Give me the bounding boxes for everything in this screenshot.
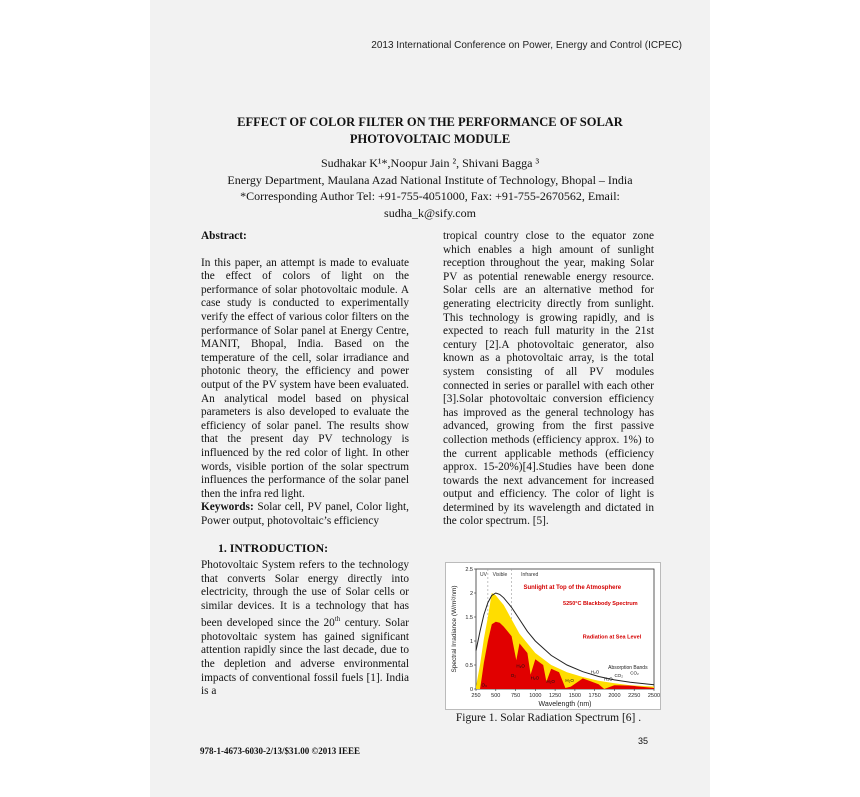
label-top-atmosphere: Sunlight at Top of the Atmosphere	[523, 585, 622, 591]
gas-absorption-label: O₂	[510, 673, 517, 678]
author-names: Sudhakar K¹*,Noopur Jain ², Shivani Bagga ³	[320, 156, 540, 170]
infrared-label: Infrared	[521, 572, 539, 578]
title-line-1: EFFECT OF COLOR FILTER ON THE PERFORMANCE OF SOLAR	[237, 115, 623, 129]
affiliation: Energy Department, Maulana Azad National Institute of Technology, Bhopal – India	[227, 172, 633, 187]
gas-absorption-label: H₂O	[590, 669, 600, 675]
conference-header: 2013 International Conference on Power, Energy and Control (ICPEC)	[371, 40, 682, 51]
right-column	[443, 230, 654, 529]
y-tick-label: 0	[469, 687, 473, 693]
x-tick-label: 1750	[588, 693, 601, 699]
x-tick-label: 2500	[647, 693, 660, 699]
gas-absorption-label: CO₂	[614, 673, 623, 678]
x-tick-label: 1500	[568, 693, 582, 699]
y-tick-label: 1	[469, 639, 473, 645]
gas-absorption-label: H₂O	[565, 677, 574, 683]
isbn-footer: 978-1-4673-6030-2/13/$31.00 ©2013 IEEE	[200, 746, 360, 756]
corresponding-author: *Corresponding Author Tel: +91-755-4051000, Fax: +91-755-2670562, Email:	[240, 189, 620, 203]
gas-absorption-label: CO₂	[630, 670, 639, 676]
introduction-heading: 1. INTRODUCTION:	[218, 541, 329, 556]
visible-label: Visible	[492, 572, 508, 578]
label-sea-level: Radiation at Sea Level	[582, 634, 642, 641]
x-tick-label: 1000	[529, 693, 542, 699]
y-tick-label: 1.5	[465, 615, 473, 621]
abstract-body: In this paper, an attempt is made to evaluate the effect of colors of light on the performance of solar photovoltaic module. A case study is conducted to experimentally verify the effect of various color filters on the performance of Solar panel at Energy Centre, MANIT, Bhopal, India. Based on the temperature of the cell, solar irradiance and photonic theory, the efficiency and power output of the PV system have been evaluated. An analytical model based on physical parameters is also developed to evaluate the efficiency of solar panel. The results show that the present day PV technology is influenced by the red color of light. In other words, visible portion of the solar spectrum influences the performance of the solar panel then the infra red light.	[201, 256, 409, 500]
y-axis-title: Spectral Irradiance (W/m²/nm)	[451, 585, 458, 673]
x-tick-label: 2250	[628, 693, 641, 699]
solar-spectrum-figure	[445, 562, 661, 710]
introduction-body	[201, 559, 409, 699]
y-tick-label: 2	[469, 591, 473, 597]
page-number: 35	[638, 736, 649, 746]
spectrum-chart	[446, 563, 660, 709]
paper-title	[200, 114, 660, 148]
gas-absorption-label: O₃	[481, 682, 487, 688]
gas-absorption-label: H₂O	[530, 675, 540, 681]
title-line-2: PHOTOVOLTAIC MODULE	[349, 132, 511, 146]
email: sudha_k@sify.com	[384, 205, 476, 220]
x-tick-label: 2000	[608, 693, 621, 699]
x-tick-label: 500	[491, 693, 501, 699]
y-tick-label: 2.5	[465, 567, 473, 573]
author-block	[200, 155, 660, 221]
keywords-label: Keywords:	[201, 501, 254, 514]
right-column-body: tropical country close to the equator zone which enables a high amount of sunlight reception throughout the year, making Solar PV as potential renewable energy resource. Solar cells are an alternative method for generating electricity directly from sunlight. This technology is growing rapidly, and is expected to reach full maturity in the 21st century [2].A photovoltaic generator, also known as a photovoltaic array, is the total system consisting of all PV modules connected in series or parallel with each other [3].Solar photovoltaic conversion efficiency has improved as the general technology has advanced, growing from the first passive collection methods (efficiency approx. 1%) to the current applicable methods (efficiency approx. 15-20%)[4].Studies have been done towards the next advancement for increased output and efficiency. The color of light is determined by its wavelength and dictated in the color spectrum. [5].	[443, 230, 654, 528]
label-blackbody: 5250°C Blackbody Spectrum	[563, 601, 638, 607]
gas-absorption-label: H₂O	[546, 679, 555, 685]
figure-caption: Figure 1. Solar Radiation Spectrum [6] .	[455, 712, 642, 724]
keywords	[201, 501, 409, 528]
x-axis-title: Wavelength (nm)	[538, 701, 592, 708]
keywords-text: Solar cell, PV panel, Color light, Power output, photovoltaic’s efficiency	[201, 501, 409, 527]
x-tick-label: 250	[471, 693, 481, 699]
intro-sup: th	[334, 615, 341, 624]
abstract-heading: Abstract:	[201, 230, 247, 242]
left-column	[201, 230, 409, 699]
intro-text-a: Photovoltaic System refers to the technology that converts Solar energy directly into electricity, through the use of Solar cells or similar devices. It is a technology that has been developed since the 20	[201, 559, 409, 630]
gas-absorption-label: H₂O	[516, 663, 525, 669]
x-tick-label: 1250	[548, 693, 562, 699]
uv-label: UV	[479, 572, 487, 578]
y-tick-label: 0.5	[465, 663, 473, 669]
gas-absorption-label: H₂O	[604, 676, 613, 682]
x-tick-label: 750	[510, 693, 521, 699]
label-absorption-bands: Absorption Bands	[608, 664, 648, 671]
intro-text-b: century. Solar photovoltaic system has gained significant attention rapidly since the last decade, due to the depletion and adverse environmental impacts of conventional fossil fuels [1]. India is a	[201, 617, 409, 698]
